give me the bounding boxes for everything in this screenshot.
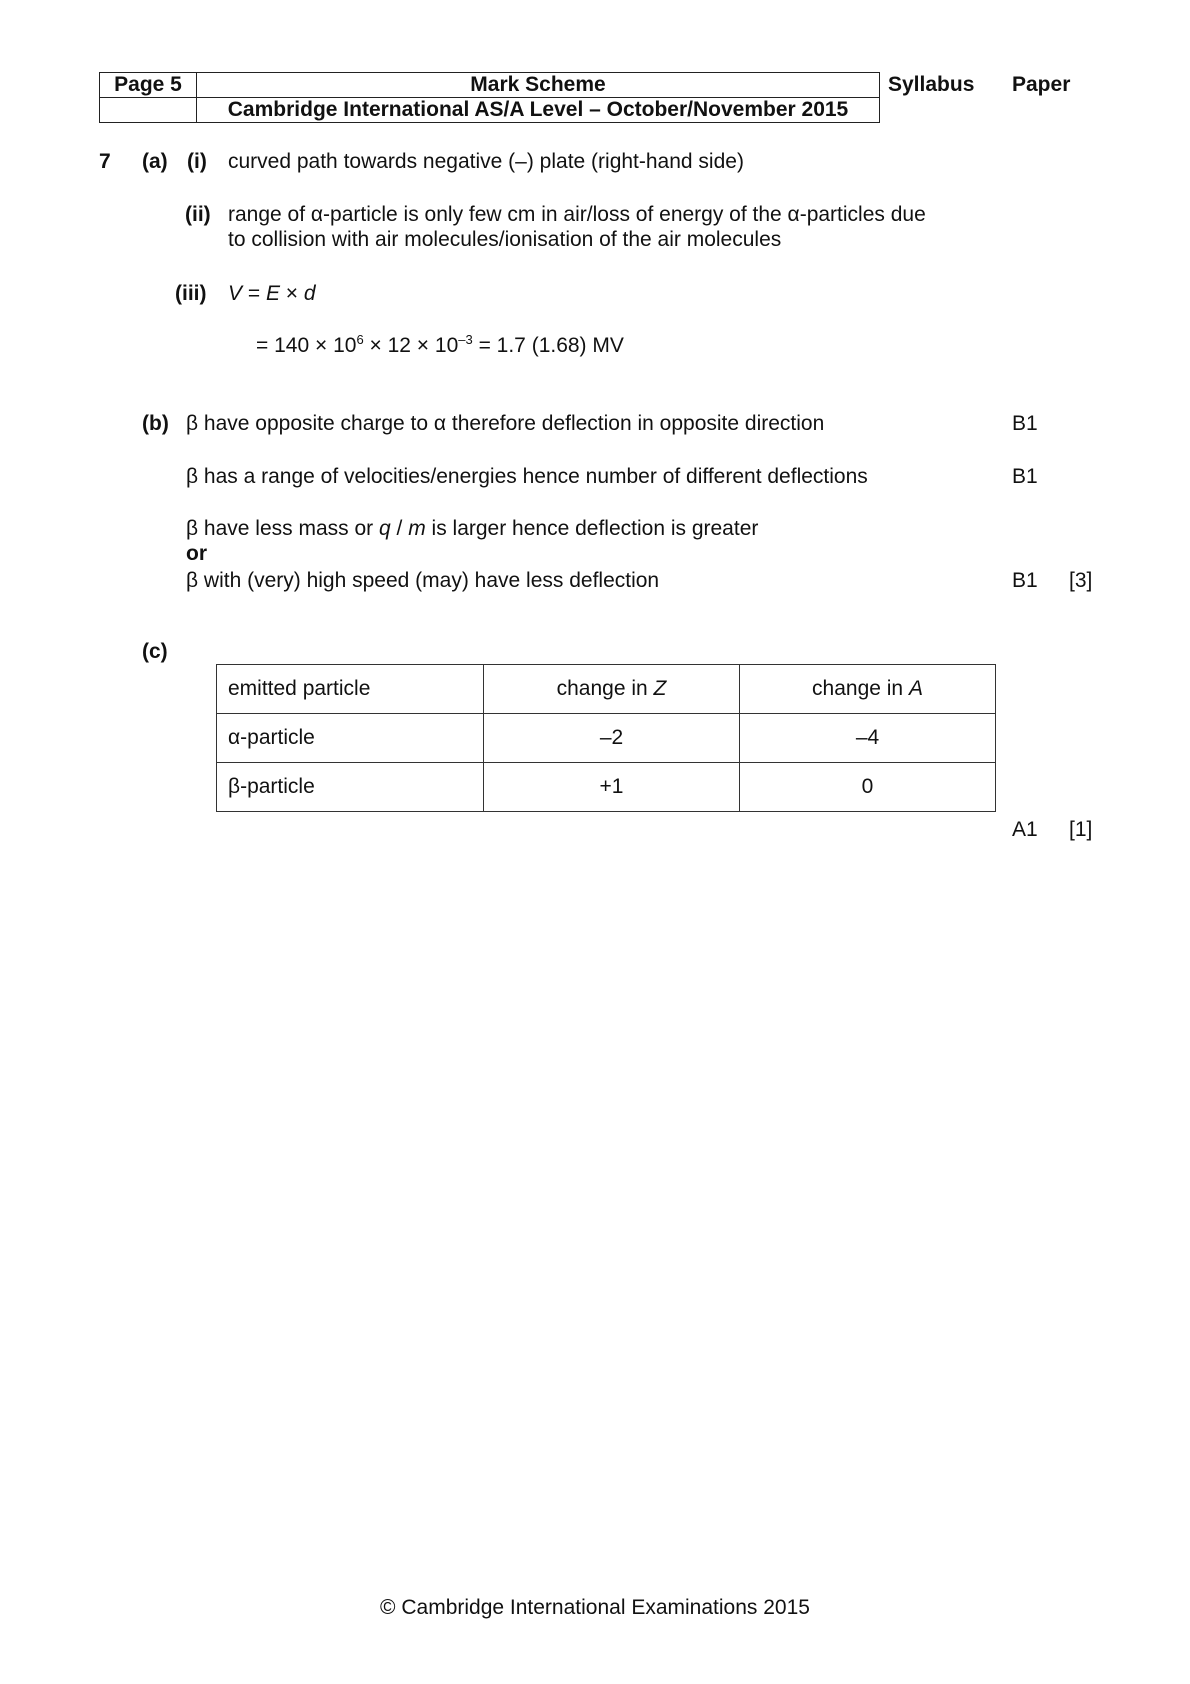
calc-exponent2: –3 [458,332,473,347]
eq-d: d [303,282,316,305]
part-a-ii-label: (ii) [185,203,211,226]
header-change-z-text: change in [556,677,654,700]
header-emitted-particle: emitted particle [217,665,484,714]
part-c-mark: A1 [1012,818,1038,841]
row-change-z: –2 [484,714,740,763]
calc-part1: = 140 × 10 [256,334,357,357]
part-a-i-text: curved path towards negative (–) plate (right-hand side) [228,150,744,173]
calc-part3: = 1.7 (1.68) MV [472,334,624,357]
part-a-ii-line2: to collision with air molecules/ionisation of the air molecules [228,228,782,251]
header-a-var: A [908,677,923,700]
question-number: 7 [99,150,111,173]
eq-e: E [265,282,280,305]
part-b-label: (b) [142,412,169,435]
table-row [217,714,996,763]
syllabus-label: Syllabus [888,73,975,96]
header-change-a [740,665,996,714]
part-a-iii-label: (iii) [175,282,207,305]
part-b-mark3: B1 [1012,569,1038,592]
part-b-line3-m: m [408,517,426,540]
part-b-line3-post: is larger hence deflection is greater [425,517,759,540]
part-b-line3 [186,517,758,541]
part-b-line3-slash: / [390,517,409,540]
table-row [217,763,996,812]
header-change-a-text: change in [812,677,909,700]
row-change-a: –4 [740,714,996,763]
part-b-line2: β has a range of velocities/energies hence number of different deflections [186,465,868,488]
footer-copyright: © Cambridge International Examinations 2015 [380,1596,810,1619]
part-b-line4: β with (very) high speed (may) have less deflection [186,569,660,592]
row-particle: α-particle [217,714,484,763]
part-a-ii-line1: range of α-particle is only few cm in air/loss of energy of the α-particles due [228,203,926,226]
part-a-i-label: (i) [187,150,207,173]
part-b-line3-q: q [378,517,391,540]
part-c-label: (c) [142,640,168,663]
header-z-var: Z [653,677,667,700]
header-subtitle: Cambridge International AS/A Level – October/November 2015 [197,98,880,123]
part-b-line1: β have opposite charge to α therefore deflection in opposite direction [186,412,825,435]
particle-table [216,664,996,812]
empty-cell [100,98,197,123]
eq-equals: = [242,282,266,305]
eq-times: × [279,282,304,305]
part-b-or: or [186,542,207,565]
calc-exponent1: 6 [356,332,364,347]
row-particle: β-particle [217,763,484,812]
table-header-row [217,665,996,714]
calc-part2: × 12 × 10 [363,334,459,357]
part-b-line3-pre: β have less mass or [186,517,379,540]
part-b-total: [3] [1069,569,1093,592]
header-change-z [484,665,740,714]
page-number: Page 5 [100,73,197,98]
calculation-line [256,334,624,358]
eq-v: V [228,282,243,305]
row-change-a: 0 [740,763,996,812]
mark-scheme-title: Mark Scheme [197,73,880,98]
paper-label: Paper [1012,73,1071,96]
row-change-z: +1 [484,763,740,812]
part-a-label: (a) [142,150,168,173]
part-b-mark1: B1 [1012,412,1038,435]
equation-line [228,282,316,306]
part-c-total: [1] [1069,818,1093,841]
header-table [99,72,880,123]
part-b-mark2: B1 [1012,465,1038,488]
